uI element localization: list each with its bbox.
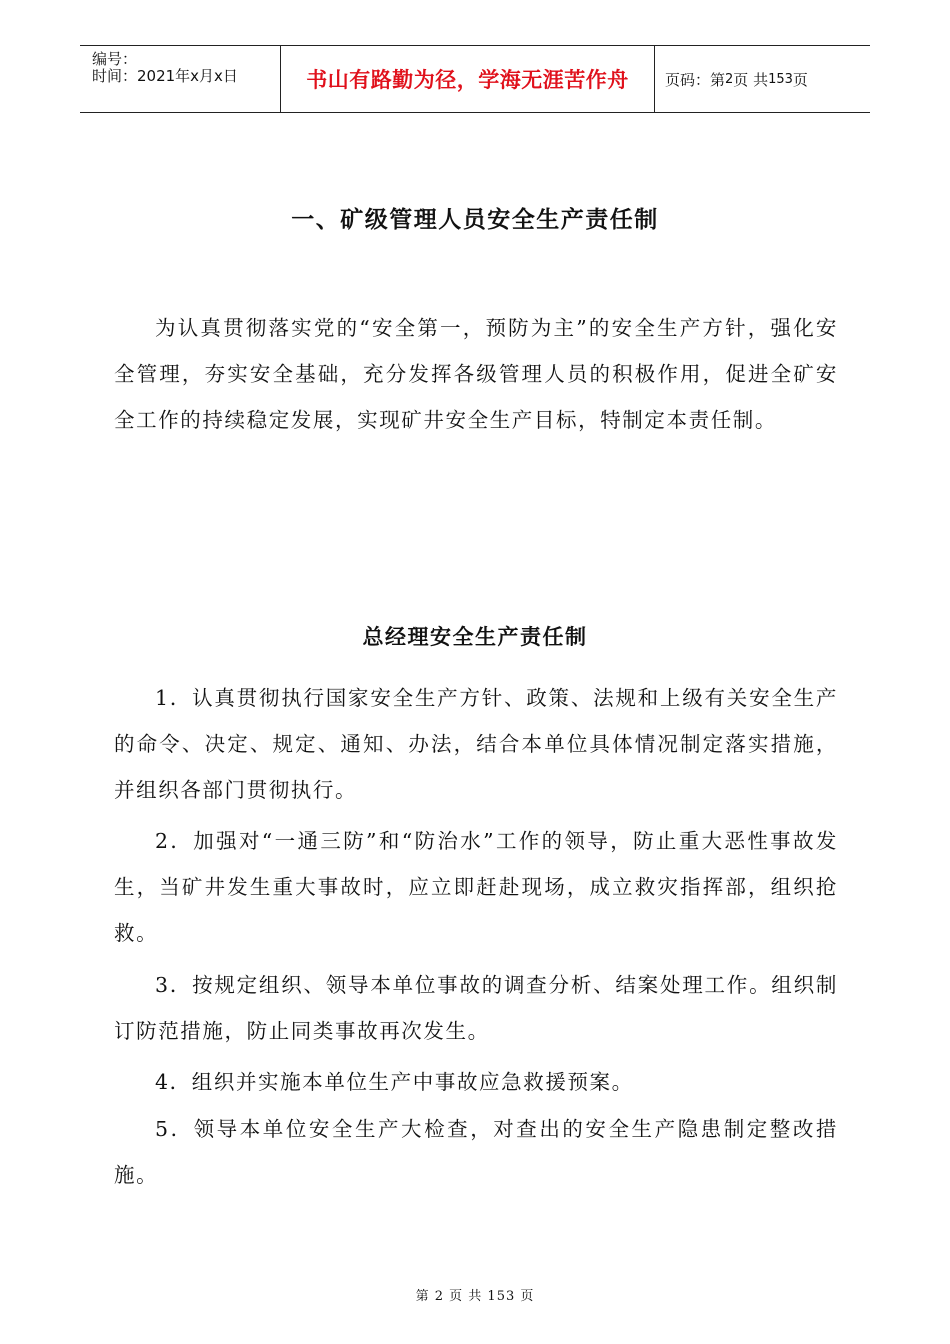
section-title: 一、矿级管理人员安全生产责任制: [291, 207, 659, 233]
header-page-indicator: [655, 46, 870, 112]
page-prefix: 页码：第: [665, 70, 726, 89]
header-motto: 书山有路勤为径，学海无涯苦作舟: [306, 68, 629, 92]
document-time-label: 时间：2021年x月x日: [92, 67, 238, 85]
page-total: 153: [768, 71, 793, 87]
page-current: 2: [725, 71, 734, 87]
document-number-label: 编号：: [92, 50, 138, 68]
list-item: 2．加强对“一通三防”和“防治水”工作的领导，防止重大恶性事故发生，当矿井发生重大事故时，应立即赶赴现场，成立救灾指挥部，组织抢救。: [114, 829, 838, 945]
page-suffix: 页: [792, 70, 808, 89]
page-header: [80, 45, 870, 113]
header-meta: [88, 46, 280, 112]
list-item: 1．认真贯彻执行国家安全生产方针、政策、法规和上级有关安全生产的命令、决定、规定、通知、办法，结合本单位具体情况制定落实措施，并组织各部门贯彻执行。: [114, 686, 838, 802]
list-item: 3．按规定组织、领导本单位事故的调查分析、结案处理工作。组织制订防范措施，防止同类事故再次发生。: [114, 973, 838, 1043]
page-mid: 页 共: [733, 70, 769, 89]
list-item: 5．领导本单位安全生产大检查，对查出的安全生产隐患制定整改措施。: [114, 1117, 838, 1187]
page-footer: 第 2 页 共 153 页: [415, 1289, 535, 1304]
subsection-title: 总经理安全生产责任制: [362, 625, 588, 649]
list-item: 4．组织并实施本单位生产中事故应急救援预案。: [155, 1070, 634, 1094]
intro-paragraph: 为认真贯彻落实党的“安全第一，预防为主”的安全生产方针，强化安全管理，夯实安全基础，充分发挥各级管理人员的积极作用，促进全矿安全工作的持续稳定发展，实现矿井安全生产目标，特制定本责任制。: [114, 316, 838, 432]
